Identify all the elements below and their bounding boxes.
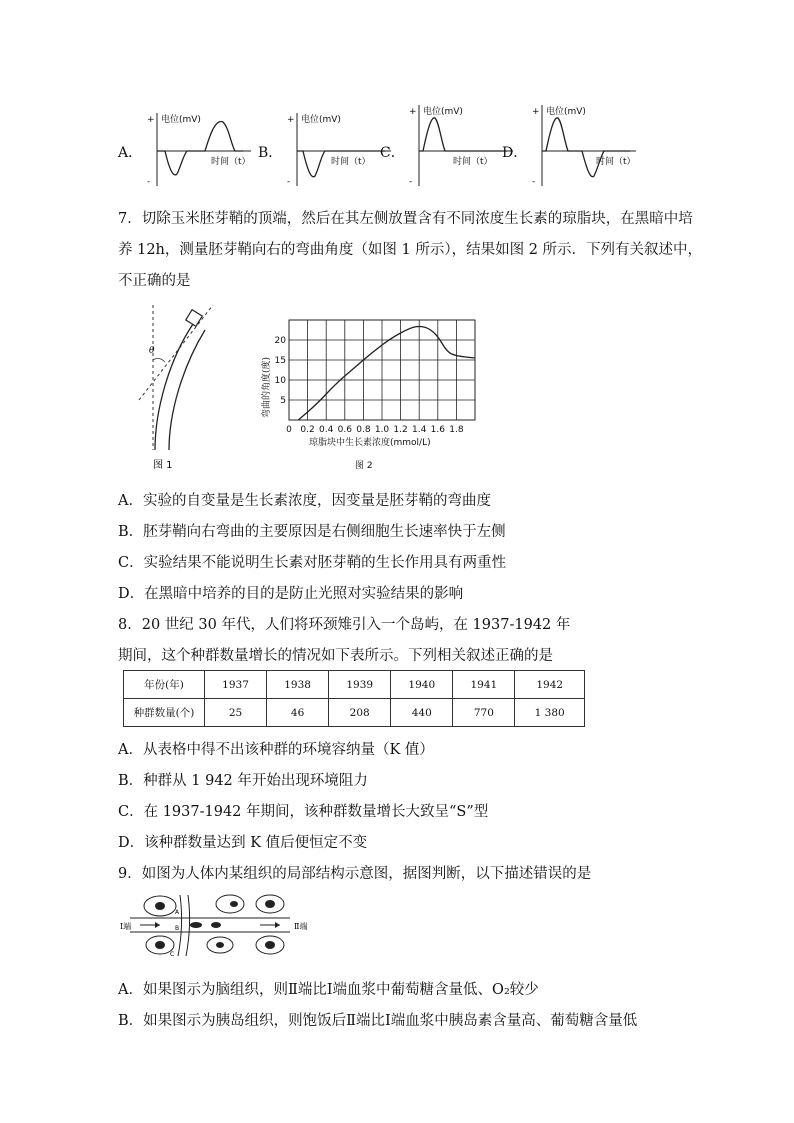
svg-text:+: + [147,115,155,125]
svg-text:-: - [287,177,291,187]
chart-x-tick-label: 1.8 [449,425,464,435]
svg-text:-: - [409,177,413,187]
q7-stem-line-1: 7．切除玉米胚芽鞘的顶端，然后在其左侧放置含有不同浓度生长素的琼脂块，在黑暗中培 [118,211,693,227]
svg-text:时间（t）: 时间（t） [596,157,636,167]
chart-y-tick-label: 15 [274,356,286,366]
q6-option-a-label: A． [118,145,143,161]
svg-text:电位(mV): 电位(mV) [546,107,586,117]
chart-x-tick-label: 1.2 [393,425,408,435]
q7-option-c: C．实验结果不能说明生长素对胚芽鞘的生长作用具有两重性 [118,555,507,571]
svg-text:C: C [170,951,175,958]
q8-option-d: D．该种群数量达到 K 值后便恒定不变 [118,835,368,851]
svg-text:+: + [532,107,540,117]
chart-x-tick-label: 1.0 [374,425,390,435]
chart-x-tick-label: 1.4 [412,425,427,435]
svg-text:-: - [532,177,536,187]
table-row-header: 种群数量(个) [124,699,205,727]
table-cell: 1938 [267,671,329,699]
chart-x-axis-label: 琼脂块中生长素浓度(mmol/L) [309,438,431,448]
svg-text:B: B [175,925,180,932]
svg-text:Ⅰ端: Ⅰ端 [120,922,132,931]
chart-y-axis-label: 弯曲的角度(度) [262,356,272,418]
table-cell: 1939 [329,671,391,699]
chart-y-tick-label: 20 [274,336,286,346]
svg-text:电位(mV): 电位(mV) [301,115,341,125]
q7-stem-line-2: 养 12h，测量胚芽鞘向右的弯曲角度（如图 1 所示），结果如图 2 所示．下列有关叙述中， [118,242,703,258]
table-cell: 770 [453,699,515,727]
chart-x-ticks [286,425,464,435]
q7-option-b: B．胚芽鞘向右弯曲的主要原因是右侧细胞生长速率快于左侧 [118,524,506,540]
svg-text:+: + [287,115,295,125]
q8-option-c: C．在 1937-1942 年期间，该种群数量增长大致呈“S”型 [118,804,489,820]
q6-option-d-label: D． [502,145,528,161]
svg-text:+: + [409,107,417,117]
q7-chart [255,310,495,475]
svg-text:电位(mV): 电位(mV) [161,115,201,125]
svg-text:Ⅱ端: Ⅱ端 [294,922,308,931]
chart-x-tick-label: 0.4 [319,425,334,435]
q7-stem-line-3: 不正确的是 [118,273,191,289]
chart-x-tick-label: 1.6 [430,425,445,435]
chart-y-ticks [275,336,287,406]
table-cell: 25 [205,699,267,727]
q6-graph-d [530,100,642,190]
figure-2-label: 图 2 [355,461,373,471]
table-row-header: 年份(年) [124,671,205,699]
chart-x-tick-label: 0 [286,425,292,435]
q8-stem-line-1: 8．20 世纪 30 年代，人们将环颈雉引入一个岛屿，在 1937-1942 年 [118,617,571,633]
table-cell: 1937 [205,671,267,699]
chart-x-tick-label: 0.6 [337,425,352,435]
q7-option-a: A．实验的自变量是生长素浓度，因变量是胚芽鞘的弯曲度 [118,493,491,509]
chart-x-tick-label: 0.8 [356,425,371,435]
svg-text:时间（t）: 时间（t） [331,157,371,167]
q9-stem: 9．如图为人体内某组织的局部结构示意图，据图判断，以下描述错误的是 [118,866,592,882]
chart-y-tick-label: 10 [274,376,286,386]
table-cell: 1941 [453,671,515,699]
chart-x-tick-label: 0.2 [300,425,315,435]
svg-text:-: - [147,177,151,187]
table-cell: 1940 [391,671,453,699]
table-cell: 1 380 [515,699,585,727]
q9-option-a: A．如果图示为脑组织，则Ⅱ端比Ⅰ端血浆中葡萄糖含量低、O₂较少 [118,982,539,998]
table-row [124,699,585,727]
table-cell: 1942 [515,671,585,699]
table-cell: 46 [267,699,329,727]
q9-tissue-diagram [120,890,320,960]
q7-option-d: D．在黑暗中培养的目的是防止光照对实验结果的影响 [118,586,464,602]
chart-y-tick-label: 5 [280,396,286,406]
svg-text:时间（t）: 时间（t） [211,157,251,167]
svg-text:θ: θ [149,346,155,356]
q8-option-b: B．种群从 1 942 年开始出现环境阻力 [118,773,368,789]
svg-text:A: A [175,909,180,916]
q6-option-c-label: C． [380,145,405,161]
population-table [123,670,585,727]
q9-option-b: B．如果图示为胰岛组织，则饱饭后Ⅱ端比Ⅰ端血浆中胰岛素含量高、葡萄糖含量低 [118,1013,638,1029]
q7-figure-1 [125,300,235,475]
q8-stem-line-2: 期间，这个种群数量增长的情况如下表所示。下列相关叙述正确的是 [118,648,553,664]
q8-option-a: A．从表格中得不出该种群的环境容纳量（K 值） [118,742,434,758]
svg-text:电位(mV): 电位(mV) [423,107,463,117]
table-row [124,671,585,699]
table-cell: 440 [391,699,453,727]
q6-option-b-label: B． [258,145,283,161]
table-cell: 208 [329,699,391,727]
svg-text:时间（t）: 时间（t） [453,157,493,167]
chart-grid [289,320,475,420]
q6-graph-a [145,108,257,190]
chart-series-line [298,327,475,421]
svg-text:图 1: 图 1 [153,460,173,471]
